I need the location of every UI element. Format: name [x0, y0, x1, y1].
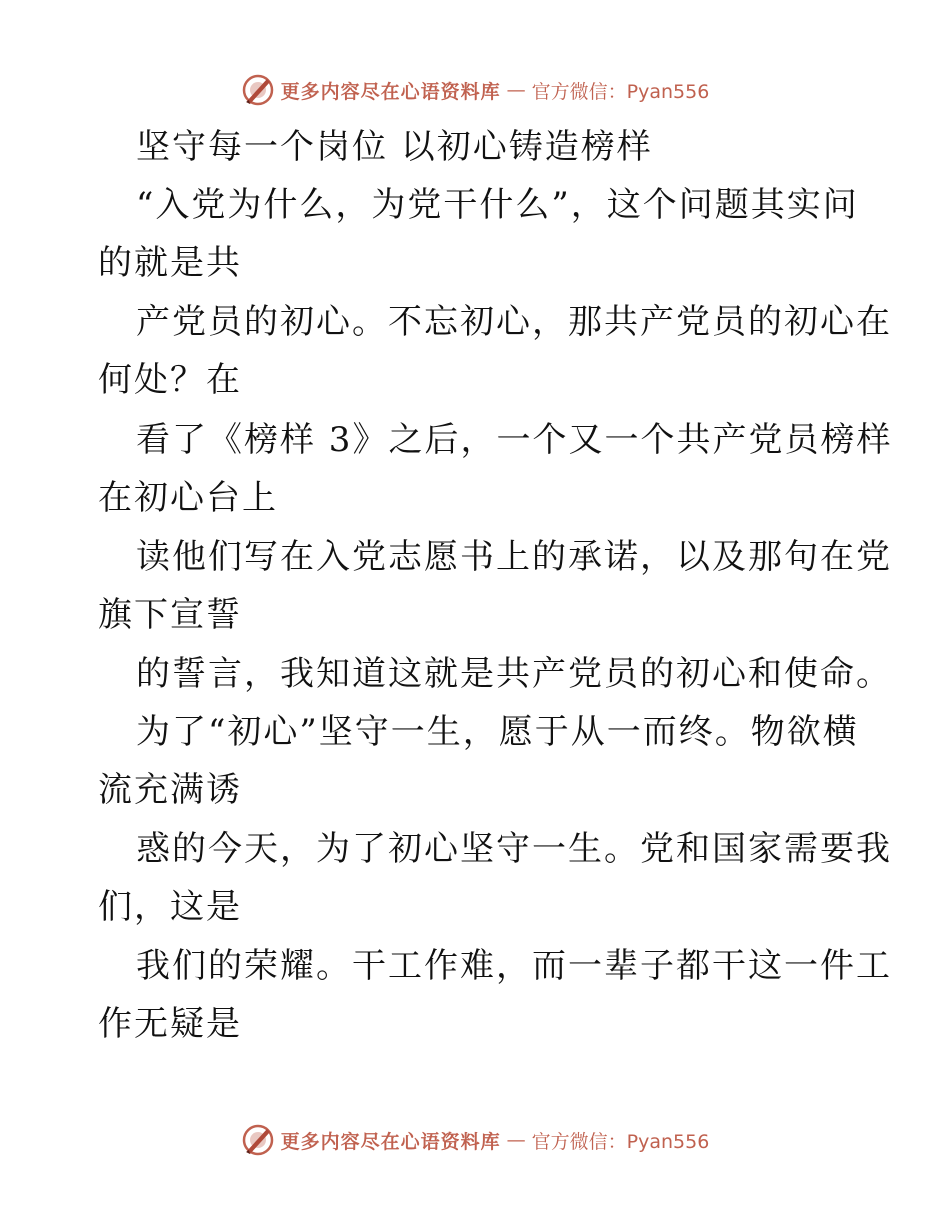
banner-slogan: 更多内容尽在心语资料库	[280, 80, 501, 103]
paragraph-line: “入党为什么，为党干什么”，这个问题其实问	[136, 185, 859, 225]
banner-dash: —	[506, 1129, 526, 1151]
pen-circle-logo-icon	[241, 1123, 275, 1157]
banner-wechat: 官方微信：Pyan556	[531, 1130, 710, 1153]
pen-circle-logo-icon	[241, 73, 275, 107]
header-banner	[0, 70, 950, 110]
paragraph-line: 作无疑是	[98, 1004, 242, 1044]
footer-banner	[0, 1120, 950, 1160]
document-title: 坚守每一个岗位 以初心铸造榜样	[136, 127, 653, 167]
banner-wechat: 官方微信：Pyan556	[531, 80, 710, 103]
banner-slogan: 更多内容尽在心语资料库	[280, 1130, 501, 1153]
paragraph-line: 的就是共	[98, 243, 242, 283]
paragraph-line: 的誓言，我知道这就是共产党员的初心和使命。	[136, 654, 892, 694]
paragraph-line: 我们的荣耀。干工作难，而一辈子都干这一件工	[136, 946, 892, 986]
paragraph-line: 旗下宣誓	[98, 595, 242, 635]
paragraph-line: 何处？在	[98, 360, 242, 400]
paragraph-line: 看了《榜样 3》之后，一个又一个共产党员榜样	[136, 420, 893, 460]
paragraph-line: 们，这是	[98, 887, 242, 927]
paragraph-line: 读他们写在入党志愿书上的承诺，以及那句在党	[136, 537, 892, 577]
paragraph-line: 在初心台上	[98, 478, 278, 518]
paragraph-line: 产党员的初心。不忘初心，那共产党员的初心在	[136, 302, 892, 342]
paragraph-line: 流充满诱	[98, 770, 242, 810]
paragraph-line: 为了“初心”坚守一生，愿于从一而终。物欲横	[136, 712, 859, 752]
banner-dash: —	[506, 79, 526, 101]
paragraph-line: 惑的今天，为了初心坚守一生。党和国家需要我	[136, 829, 892, 869]
